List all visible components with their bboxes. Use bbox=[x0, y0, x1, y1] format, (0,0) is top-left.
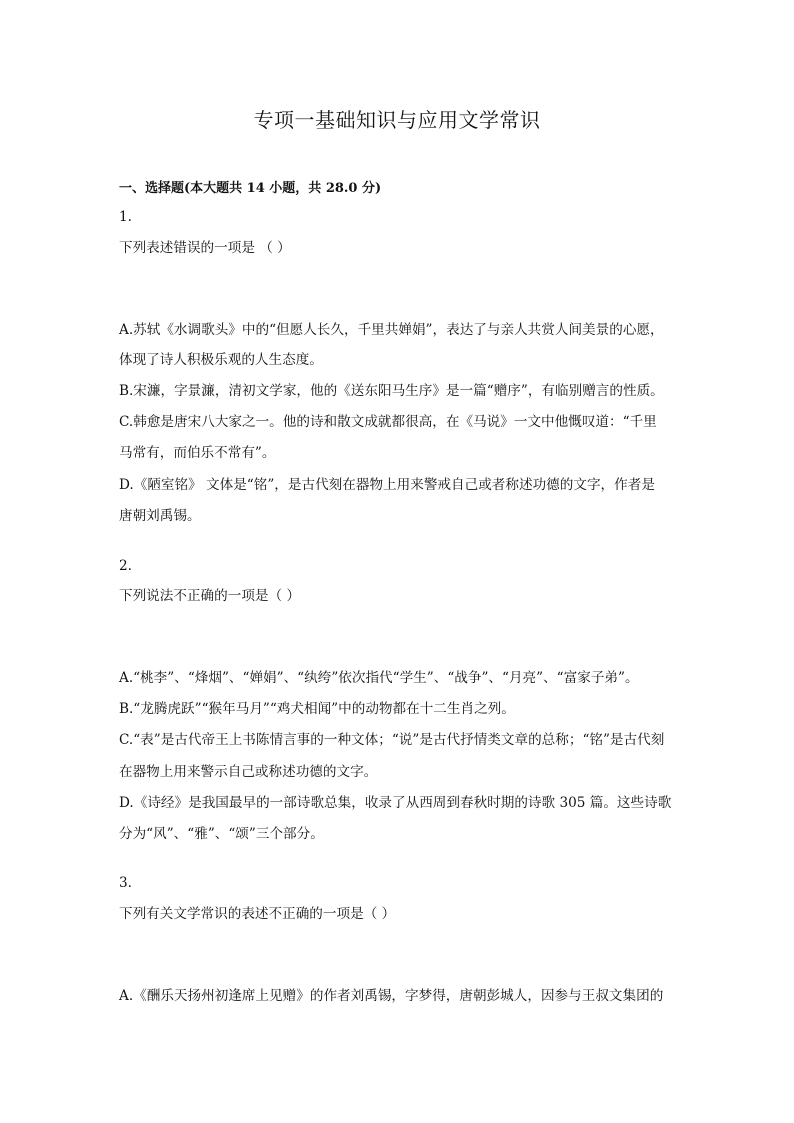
question-stem: 下列表述错误的一项是 （ ） bbox=[119, 240, 291, 256]
option-line: 分为“风”、“雅”、“颂”三个部分。 bbox=[119, 826, 324, 842]
option-line: A.苏轼《水调歌头》中的“但愿人长久，千里共婵娟”，表达了与亲人共赏人间美景的心愿， bbox=[119, 322, 664, 338]
option-line: C.韩愈是唐宋八大家之一。他的诗和散文成就都很高，在《马说》一文中他慨叹道：“千里 bbox=[119, 414, 657, 430]
option-line: C.“表”是古代帝王上书陈情言事的一种文体；“说”是古代抒情类文章的总称；“铭”是古代刻 bbox=[119, 732, 665, 748]
question-stem: 下列说法不正确的一项是（ ） bbox=[119, 588, 301, 604]
option-line: D.《陋室铭》 文体是“铭”，是古代刻在器物上用来警戒自己或者称述功德的文字，作者是 bbox=[119, 477, 655, 493]
section-heading: 一、选择题(本大题共 14 小题，共 28.0 分) bbox=[119, 181, 382, 196]
page-title: 专项一基础知识与应用文学常识 bbox=[253, 108, 541, 132]
option-line: B.“龙腾虎跃”“猴年马月”“鸡犬相闻”中的动物都在十二生肖之列。 bbox=[119, 701, 515, 717]
question-number: 3. bbox=[119, 875, 132, 891]
option-line: A.《酬乐天扬州初逢席上见赠》的作者刘禹锡，字梦得，唐朝彭城人，因参与王叔文集团的 bbox=[119, 988, 664, 1004]
question-stem: 下列有关文学常识的表述不正确的一项是（ ） bbox=[119, 906, 396, 922]
option-line: A.“桃李”、“烽烟”、“婵娟”、“纨绔”依次指代“学生”、“战争”、“月亮”、“富家子弟”。 bbox=[119, 670, 639, 686]
option-line: 在器物上用来警示自己或称述功德的文字。 bbox=[119, 764, 378, 780]
option-line: D.《诗经》是我国最早的一部诗歌总集，收录了从西周到春秋时期的诗歌 305 篇。这些诗歌 bbox=[119, 795, 672, 811]
question-number: 1. bbox=[119, 209, 132, 225]
question-number: 2. bbox=[119, 558, 132, 574]
option-line: B.宋濂，字景濂，清初文学家，他的《送东阳马生序》是一篇“赠序”，有临别赠言的性质。 bbox=[119, 383, 664, 399]
option-line: 体现了诗人积极乐观的人生态度。 bbox=[119, 352, 323, 368]
option-line: 唐朝刘禹锡。 bbox=[119, 508, 201, 524]
option-line: 马常有，而伯乐不常有”。 bbox=[119, 445, 276, 461]
